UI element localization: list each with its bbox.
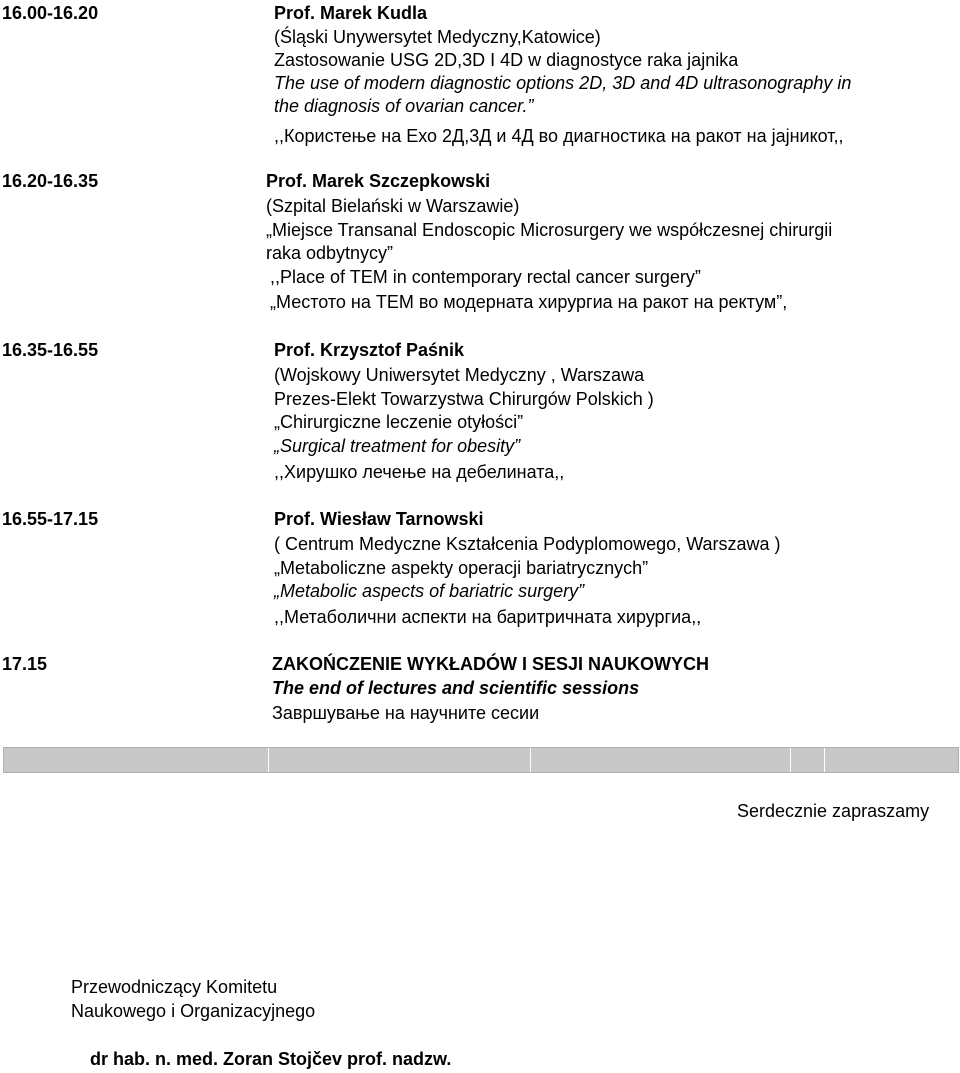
signature-name: dr hab. n. med. Zoran Stojčev prof. nadzw. <box>90 1049 452 1069</box>
session-1-title-en-2: the diagnosis of ovarian cancer.” <box>274 96 534 116</box>
signature-role-line-1: Przewodniczący Komitetu <box>71 977 278 997</box>
invitation-text: Serdecznie zapraszamy <box>737 801 930 821</box>
session-4-title-en: „Metabolic aspects of bariatric surgery” <box>274 581 585 601</box>
closing-session-title-mk: Завршување на научните сесии <box>272 703 540 723</box>
session-1-speaker: Prof. Marek Kudla <box>274 3 428 23</box>
session-1-title-mk: ,,Користење на Ехо 2Д,3Д и 4Д во диагностика на ракот на јајникот,, <box>274 126 844 146</box>
session-3-time: 16.35-16.55 <box>2 340 99 360</box>
session-2-speaker: Prof. Marek Szczepkowski <box>266 171 491 191</box>
closing-session-title-pl: ZAKOŃCZENIE WYKŁADÓW I SESJI NAUKOWYCH <box>272 654 710 674</box>
session-3-role: Prezes-Elekt Towarzystwa Chirurgów Polskich ) <box>274 389 654 409</box>
session-1-title-pl: Zastosowanie USG 2D,3D I 4D w diagnostyce raka jajnika <box>274 50 739 70</box>
session-4-time: 16.55-17.15 <box>2 509 99 529</box>
session-1-affiliation: (Śląski Unywersytet Medyczny,Katowice) <box>274 27 601 47</box>
session-1-time: 16.00-16.20 <box>2 3 99 23</box>
session-2-title-pl-2: raka odbytnycy” <box>266 243 394 263</box>
session-2-title-pl-1: „Miejsce Transanal Endoscopic Microsurgery we współczesnej chirurgii <box>266 220 833 240</box>
session-3-title-mk: ,,Хирушко лечење на дебелината,, <box>274 462 565 482</box>
session-4-title-mk: ,,Метаболични аспекти на баритричната хирургиа,, <box>274 607 702 627</box>
session-2-title-en: ,,Place of TEM in contemporary rectal cancer surgery” <box>270 267 701 287</box>
session-4-title-pl: „Metaboliczne aspekty operacji bariatrycznych” <box>274 558 649 578</box>
session-2-time: 16.20-16.35 <box>2 171 99 191</box>
session-2-title-mk: „Местото на ТЕМ во модерната хирургиа на ракот на ректум”, <box>270 292 788 312</box>
session-4-affiliation: ( Centrum Medyczne Kształcenia Podyplomowego, Warszawa ) <box>274 534 781 554</box>
session-1-title-en-1: The use of modern diagnostic options 2D, 3D and 4D ultrasonography in <box>274 73 852 93</box>
signature-role-line-2: Naukowego i Organizacyjnego <box>71 1001 316 1021</box>
session-4-speaker: Prof. Wiesław Tarnowski <box>274 509 484 529</box>
session-3-affiliation: (Wojskowy Uniwersytet Medyczny , Warszawa <box>274 365 645 385</box>
session-3-title-en: „Surgical treatment for obesity” <box>274 436 521 456</box>
session-2-affiliation: (Szpital Bielański w Warszawie) <box>266 196 520 216</box>
closing-session-title-en: The end of lectures and scientific sessions <box>272 678 640 698</box>
session-3-speaker: Prof. Krzysztof Paśnik <box>274 340 465 360</box>
closing-session-time: 17.15 <box>2 654 48 674</box>
separator-bar <box>3 747 959 773</box>
session-3-title-pl: „Chirurgiczne leczenie otyłości” <box>274 412 524 432</box>
